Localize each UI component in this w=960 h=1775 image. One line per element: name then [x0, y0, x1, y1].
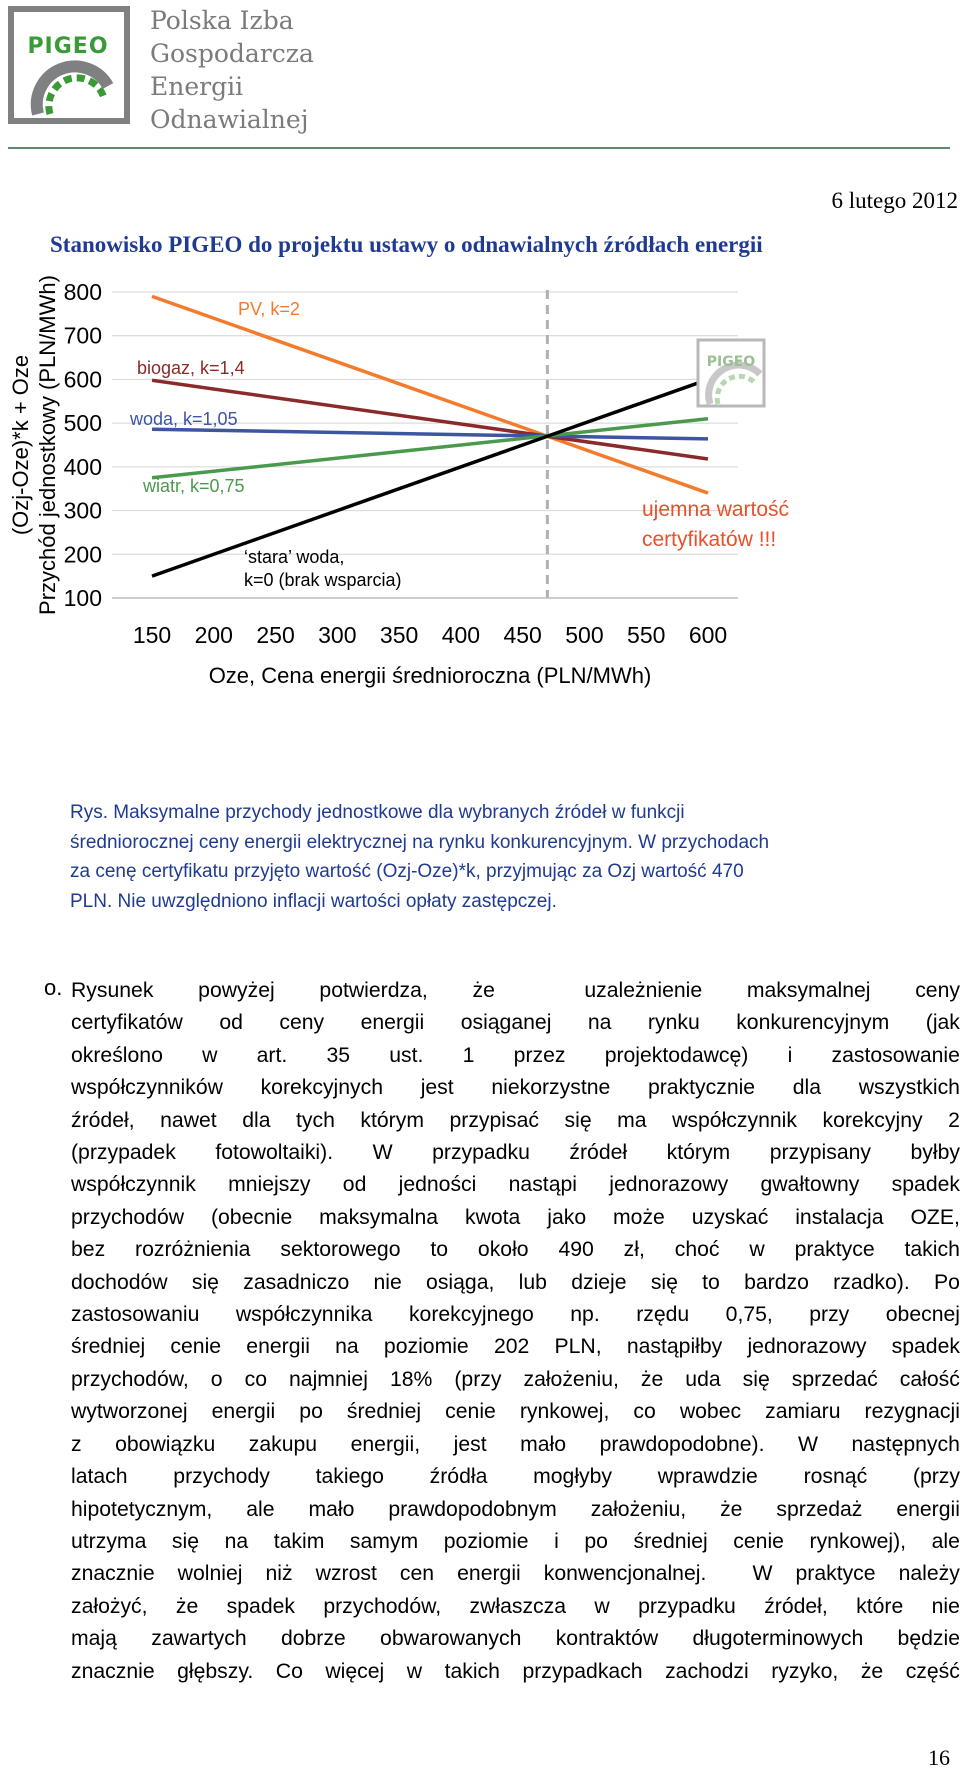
body-word: że	[860, 1659, 884, 1683]
organization-name	[150, 4, 314, 136]
body-word: źródeł	[569, 1141, 628, 1165]
body-word: obwarowanych	[380, 1627, 522, 1651]
body-word: nawet	[160, 1108, 217, 1132]
body-line	[71, 1494, 960, 1526]
body-word: OZE,	[910, 1205, 960, 1229]
body-word: założeniu,	[590, 1497, 687, 1521]
series-label: ‘stara’ woda,	[244, 547, 345, 567]
body-word: sektorowego	[280, 1238, 401, 1262]
body-word: mogłyby	[533, 1465, 613, 1489]
series-label: wiatr, k=0,75	[143, 476, 245, 496]
body-word: następnych	[851, 1432, 960, 1456]
body-word: cenie	[445, 1400, 496, 1424]
body-word: zakupu	[248, 1432, 318, 1456]
body-word: prawdopodobnym	[388, 1497, 557, 1521]
body-word: korekcyjnego	[408, 1303, 534, 1327]
body-word: W	[752, 1562, 773, 1586]
body-word: się	[564, 1108, 592, 1132]
body-line	[71, 1396, 960, 1428]
body-word: przychody	[173, 1465, 270, 1489]
body-word: wobec	[679, 1400, 742, 1424]
body-word: określono	[71, 1043, 163, 1067]
body-word: cen	[399, 1562, 435, 1586]
document-date: 6 lutego 2012	[831, 188, 958, 213]
body-line	[71, 1364, 960, 1396]
body-word: konkurencyjnym	[736, 1011, 890, 1035]
body-word: powyżej	[198, 979, 275, 1002]
document-title: Stanowisko PIGEO do projektu ustawy o odnawialnych źródłach energii	[50, 232, 763, 257]
body-line	[71, 1526, 960, 1558]
body-word: przez	[513, 1043, 566, 1067]
body-word: wzrost	[315, 1562, 377, 1586]
body-word: co	[633, 1400, 656, 1424]
body-word: Rysunek	[71, 979, 154, 1002]
body-word: rosnąć	[803, 1465, 868, 1489]
body-word: się	[171, 1529, 200, 1553]
body-line	[71, 1105, 960, 1137]
body-word: rzadko).	[833, 1270, 910, 1294]
body-word: 2	[948, 1108, 960, 1132]
x-axis-title: Oze, Cena energii średnioroczna (PLN/MWh)	[208, 663, 652, 688]
body-line	[71, 1234, 960, 1266]
x-tick-label: 150	[132, 622, 172, 648]
body-word: co	[244, 1367, 267, 1391]
body-word: Co	[275, 1659, 303, 1683]
y-tick-label: 700	[63, 322, 102, 349]
x-tick-label: 500	[565, 622, 604, 648]
y-tick-labels	[64, 279, 102, 611]
body-word: choć	[674, 1238, 720, 1262]
org-name-line: Energii	[150, 72, 244, 101]
body-word: hipotetycznym,	[71, 1497, 213, 1521]
body-line	[71, 1202, 960, 1234]
body-word: rynku	[647, 1011, 700, 1035]
body-word: współczynników	[71, 1076, 223, 1100]
body-word: zastosowanie	[831, 1043, 960, 1067]
body-word: 202	[493, 1335, 530, 1359]
body-word: jest	[420, 1076, 454, 1100]
body-word: ryzyko,	[771, 1659, 839, 1683]
body-word: przychodów	[71, 1205, 185, 1229]
watermark-text: PIGEO	[706, 354, 756, 370]
series-label: biogaz, k=1,4	[137, 358, 245, 378]
body-word: współczynnik	[71, 1173, 196, 1197]
caption-line: średniorocznej ceny energii elektrycznej na rynku konkurencyjnym. W przychodach	[70, 831, 770, 853]
body-word: (przy	[912, 1465, 960, 1489]
body-word: kontraktów	[555, 1627, 659, 1651]
revenue-chart	[0, 275, 960, 770]
body-word: rynkowej,	[519, 1400, 610, 1424]
x-tick-label: 450	[503, 622, 542, 648]
body-word: głębszy.	[177, 1659, 254, 1683]
body-word: energii	[246, 1335, 310, 1359]
body-word: mało	[520, 1432, 567, 1456]
body-word: spadek	[226, 1594, 295, 1618]
y-tick-label: 200	[63, 541, 102, 568]
body-word: w	[406, 1659, 423, 1683]
pigeo-watermark	[698, 340, 764, 406]
y-axis-title: Przychód jednostkowy (PLN/MWh)	[35, 275, 60, 615]
body-word: mniejszy	[228, 1173, 311, 1197]
body-word: zawartych	[151, 1627, 247, 1651]
body-word: długoterminowych	[692, 1627, 864, 1651]
chart-series	[129, 296, 708, 590]
body-word: na	[587, 1011, 612, 1035]
x-tick-label: 350	[379, 622, 419, 648]
body-word: projektodawcę)	[604, 1043, 749, 1067]
body-word: przy	[809, 1303, 850, 1327]
body-word: rezygnacji	[864, 1400, 960, 1424]
body-line	[71, 1331, 960, 1363]
body-word: Po	[933, 1270, 960, 1294]
body-word: energii	[457, 1562, 521, 1586]
body-word: przypadku	[638, 1594, 736, 1618]
body-word: 0,75,	[725, 1303, 773, 1327]
body-word: zasadniczo	[243, 1270, 350, 1294]
body-word: może	[613, 1205, 665, 1229]
body-word: latach	[71, 1465, 128, 1489]
body-word: dobrze	[280, 1627, 346, 1651]
body-word: ceny	[279, 1011, 325, 1035]
body-word: się	[742, 1367, 770, 1391]
body-word: od	[342, 1173, 367, 1197]
body-word: że	[720, 1497, 743, 1521]
body-word: współczynnika	[235, 1303, 373, 1327]
body-word: PLN,	[554, 1335, 602, 1359]
body-word: bez	[71, 1238, 106, 1262]
body-word: obowiązku	[115, 1432, 216, 1456]
logo	[8, 6, 130, 124]
body-word: od	[219, 1011, 243, 1035]
body-word: średniej	[346, 1400, 422, 1424]
body-line	[71, 1299, 960, 1331]
body-word: praktycznie	[647, 1076, 756, 1100]
body-word: art.	[256, 1043, 288, 1067]
body-line	[71, 1558, 960, 1590]
body-word: osiąganej	[460, 1011, 552, 1035]
body-word: obecnej	[885, 1303, 960, 1327]
body-word: cenie	[733, 1529, 784, 1553]
body-word: uzależnienie	[584, 979, 703, 1002]
body-word: dzieje	[571, 1270, 627, 1294]
body-word: niż	[265, 1562, 293, 1586]
body-word: tych	[296, 1108, 335, 1132]
body-word: o	[210, 1367, 223, 1391]
body-word: takich	[904, 1238, 960, 1262]
logo-arch-graphic	[28, 68, 118, 114]
x-tick-label: 200	[194, 622, 233, 648]
body-word: gwałtowny	[760, 1173, 860, 1197]
body-word: ale	[246, 1497, 275, 1521]
body-word: uzyskać	[691, 1205, 769, 1229]
body-word: znacznie	[71, 1659, 155, 1683]
y-tick-label: 500	[63, 410, 102, 437]
body-word: że	[640, 1367, 664, 1391]
body-word: zastosowaniu	[71, 1303, 200, 1327]
body-word: spadek	[891, 1173, 960, 1197]
x-tick-label: 300	[318, 622, 357, 648]
body-word: na	[224, 1529, 249, 1553]
body-word: kwota	[464, 1205, 521, 1229]
body-paragraph	[71, 975, 960, 1688]
body-word: zł,	[623, 1238, 645, 1262]
body-word: sprzedaż	[776, 1497, 863, 1521]
y-tick-label: 300	[63, 497, 102, 524]
body-line	[71, 1656, 960, 1688]
body-word: W	[798, 1432, 818, 1456]
body-word: dochodów	[71, 1270, 168, 1294]
body-word: znacznie	[71, 1562, 155, 1586]
body-word: rozróżnienia	[135, 1238, 251, 1262]
body-word: cenie	[170, 1335, 222, 1359]
body-word: praktyce	[795, 1562, 876, 1586]
negative-value-annotation	[642, 498, 789, 551]
body-word: w	[749, 1238, 765, 1262]
body-word: część	[905, 1659, 960, 1683]
body-word: niekorzystne	[491, 1076, 611, 1100]
body-word: rzędu	[636, 1303, 690, 1327]
body-word: potwierdza,	[319, 979, 428, 1002]
body-word: zamiaru	[765, 1400, 841, 1424]
body-word: w	[594, 1594, 610, 1618]
series-label: PV, k=2	[238, 299, 300, 319]
body-word: sprzedać	[791, 1367, 878, 1391]
body-word: 35	[326, 1043, 351, 1067]
series-line	[152, 429, 708, 439]
body-word: jedności	[398, 1173, 477, 1197]
body-word: źródła	[429, 1465, 488, 1489]
body-word: 1	[462, 1043, 475, 1067]
body-line	[71, 1137, 960, 1169]
body-line	[71, 1461, 960, 1493]
body-word: że	[175, 1594, 199, 1618]
org-name-line: Odnawialnej	[150, 105, 309, 134]
body-word: w	[202, 1043, 218, 1067]
body-word: źródeł,	[71, 1108, 135, 1132]
body-word: i	[554, 1529, 559, 1553]
body-word: (przy	[454, 1367, 502, 1391]
series-line	[152, 296, 708, 493]
body-line	[71, 1072, 960, 1104]
body-word: samym	[349, 1529, 419, 1553]
body-word: takiego	[315, 1465, 384, 1489]
body-word: zachodzi	[665, 1659, 749, 1683]
body-word: którym	[360, 1108, 424, 1132]
body-word: wytworzonej	[71, 1400, 188, 1424]
body-word: energii,	[350, 1432, 421, 1456]
logo-inner	[14, 12, 124, 118]
x-tick-label: 600	[688, 622, 728, 648]
body-line	[71, 975, 960, 1007]
body-word: które	[856, 1594, 904, 1618]
body-word: wszystkich	[858, 1076, 960, 1100]
body-line	[71, 1623, 960, 1655]
body-word: się	[191, 1270, 219, 1294]
body-line	[71, 1040, 960, 1072]
body-line	[71, 1429, 960, 1461]
body-word: więcej	[325, 1659, 385, 1683]
body-word: założyć,	[71, 1594, 148, 1618]
body-word: (przypadek	[71, 1141, 176, 1165]
body-word: wolniej	[177, 1562, 243, 1586]
body-word: i	[787, 1043, 793, 1067]
y-tick-label: 600	[63, 366, 102, 393]
body-word: poziomie	[443, 1529, 529, 1553]
body-word: ma	[617, 1108, 647, 1132]
y-tick-label: 800	[63, 279, 102, 305]
y-axis-title-outer: (Ozj-Oze)*k + Oze	[8, 354, 33, 536]
body-word: takich	[444, 1659, 500, 1683]
body-word: 18%	[389, 1367, 433, 1391]
chart-grid	[112, 292, 738, 598]
body-word: nie	[931, 1594, 960, 1618]
body-word: dla	[792, 1076, 822, 1100]
series-label: woda, k=1,05	[130, 409, 238, 429]
org-name-line: Polska Izba	[150, 6, 294, 35]
body-word: 490	[558, 1238, 594, 1262]
body-word: przypisany	[769, 1141, 871, 1165]
body-word: po	[584, 1529, 608, 1553]
org-name-line: Gospodarcza	[150, 39, 314, 68]
body-word: korekcyjnych	[260, 1076, 384, 1100]
annotation-line: ujemna wartość	[642, 498, 790, 521]
annotation-line: certyfikatów !!!	[642, 528, 777, 551]
body-word: całość	[899, 1367, 960, 1391]
body-word: maksymalna	[319, 1205, 439, 1229]
body-word: ale	[931, 1529, 960, 1553]
caption-line: PLN. Nie uwzględniono inflacji wartości opłaty zastępczej.	[70, 890, 557, 912]
body-word: mają	[71, 1627, 117, 1651]
x-tick-label: 550	[627, 622, 666, 648]
body-word: byłby	[910, 1141, 960, 1165]
body-word: energii	[360, 1011, 425, 1035]
list-marker: o.	[44, 975, 63, 1000]
body-word: poziomie	[383, 1335, 469, 1359]
body-word: praktyce	[794, 1238, 875, 1262]
logo-text: PIGEO	[27, 34, 109, 59]
page-number: 16	[928, 1745, 950, 1770]
body-word: średniej	[633, 1529, 708, 1553]
body-word: jednorazowy	[609, 1173, 729, 1197]
body-word: nastąpi	[508, 1173, 577, 1197]
body-word: którym	[666, 1141, 731, 1165]
body-word: średniej	[71, 1335, 146, 1359]
body-word: ceny	[915, 979, 960, 1002]
body-word: będzie	[897, 1627, 960, 1651]
body-word: W	[372, 1141, 393, 1165]
body-word: maksymalnej	[746, 979, 871, 1002]
body-word: około	[477, 1238, 529, 1262]
body-line	[71, 1007, 960, 1039]
body-word: energii	[896, 1497, 960, 1521]
body-word: lub	[518, 1270, 547, 1294]
body-word: należy	[898, 1562, 960, 1586]
series-label: k=0 (brak wsparcia)	[244, 570, 402, 590]
body-word: ust.	[389, 1043, 424, 1067]
body-line	[71, 1267, 960, 1299]
body-word: źródeł,	[764, 1594, 828, 1618]
x-tick-label: 250	[256, 622, 295, 648]
figure-caption	[70, 798, 940, 916]
body-word: to	[702, 1270, 720, 1294]
body-word: przypadkach	[522, 1659, 643, 1683]
body-word: nie	[373, 1270, 402, 1294]
body-word: jako	[547, 1205, 587, 1229]
body-word: fotowoltaiki).	[215, 1141, 334, 1165]
body-word: rynkowej),	[809, 1529, 907, 1553]
body-word: przychodów,	[323, 1594, 442, 1618]
body-word: po	[299, 1400, 323, 1424]
body-word: nastąpiłby	[626, 1335, 723, 1359]
body-line	[71, 1591, 960, 1623]
body-word: dla	[242, 1108, 271, 1132]
body-word: bardzo	[744, 1270, 809, 1294]
body-word: jednorazowy	[747, 1335, 867, 1359]
body-word: mało	[308, 1497, 355, 1521]
body-word: przychodów,	[71, 1367, 189, 1391]
body-word: na	[335, 1335, 359, 1359]
caption-line: Rys. Maksymalne przychody jednostkowe dla wybranych źródeł w funkcji	[70, 802, 685, 823]
body-word: (obecnie	[210, 1205, 293, 1229]
body-word: instalacja	[795, 1205, 884, 1229]
body-word: (jak	[925, 1011, 960, 1035]
body-word: spadek	[891, 1335, 960, 1359]
body-word: konwencjonalnej.	[543, 1562, 707, 1586]
body-word: z	[71, 1432, 82, 1456]
y-tick-label: 100	[63, 585, 102, 611]
body-word: to	[430, 1238, 449, 1262]
x-tick-labels	[133, 622, 727, 648]
body-word: się	[650, 1270, 678, 1294]
body-word: osiąga,	[426, 1270, 495, 1294]
body-word: najmniej	[289, 1367, 368, 1391]
body-word: utrzyma	[71, 1529, 147, 1553]
y-tick-label: 400	[63, 453, 102, 480]
body-word: jest	[453, 1432, 487, 1456]
body-word: np.	[570, 1303, 600, 1327]
body-word: współczynnik	[672, 1108, 797, 1132]
body-word: że	[472, 979, 495, 1002]
body-word: przypadku	[432, 1141, 530, 1165]
header-divider	[8, 147, 950, 149]
body-word: prawdopodobne).	[599, 1432, 765, 1456]
body-word: wprawdzie	[657, 1465, 758, 1489]
caption-line: za cenę certyfikatu przyjęto wartość (Ozj-Oze)*k, przyjmując za Ozj wartość 470	[70, 861, 744, 882]
body-line	[71, 1169, 960, 1201]
x-tick-label: 400	[441, 622, 481, 648]
body-word: energii	[211, 1400, 276, 1424]
body-word: zwłaszcza	[469, 1594, 567, 1618]
body-word: korekcyjny	[822, 1108, 923, 1132]
body-word: przypisać	[449, 1108, 539, 1132]
body-word: uda	[685, 1367, 721, 1391]
body-word: takim	[273, 1529, 325, 1553]
body-word: certyfikatów	[71, 1011, 183, 1035]
body-word: założeniu,	[523, 1367, 619, 1391]
